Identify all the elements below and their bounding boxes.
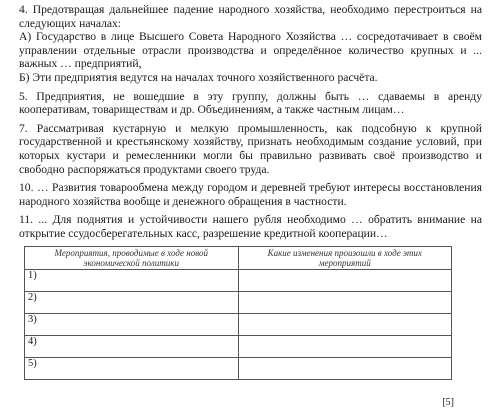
table-row [25, 269, 452, 291]
table-cell-number[interactable]: 1) [25, 269, 239, 291]
table-cell-answer[interactable] [238, 291, 452, 313]
item-11-text: 11. ... Для поднятия и устойчивости нашего рубля необходимо … обратить внимание на открытие ссудосберегательных касс, разрешение кредитной кооперации… [19, 213, 482, 240]
table-cell-answer[interactable] [238, 357, 452, 379]
table-cell-number[interactable]: 2) [25, 291, 239, 313]
table-cell-number[interactable]: 4) [25, 335, 239, 357]
table-row [25, 357, 452, 379]
table-row [25, 335, 452, 357]
table-cell-number[interactable]: 5) [25, 357, 239, 379]
item-10-text: 10. … Развития товарообмена между городом и деревней требуют интересы восстановления народного хозяйства вообще и денежного обращения в частности. [19, 181, 482, 208]
table-cell-answer[interactable] [238, 335, 452, 357]
item-5-text: 5. Предприятия, не вошедшие в эту группу, должны быть … сдаваемы в аренду кооперативам, товариществам и др. Объединениям, а также частным лицам… [19, 89, 482, 117]
item-4 [19, 3, 482, 85]
answer-table [24, 246, 452, 380]
item-11 [19, 213, 482, 240]
item-4-line-3: Б) Эти предприятия ведутся на началах точного хозяйственного расчёта. [19, 70, 378, 84]
item-7-text: 7. Рассматривая кустарную и мелкую промышленность, как подсобную к крупной государственной и крестьянскому хозяйству, признать необходимым создание условий, при которых кустари и ремесленники могли бы правильно развивать своё производство и свободно распоряжаться продуктами своего труда. [19, 121, 482, 176]
item-7 [19, 122, 482, 176]
table-header-changes: Какие изменения произошли в ходе этих мероприятий [238, 246, 452, 269]
table-row [25, 313, 452, 335]
item-5 [19, 90, 482, 117]
table-cell-answer[interactable] [238, 269, 452, 291]
item-4-line-1: 4. Предотвращая дальнейшее падение народного хозяйства, необходимо перестроиться на следующих началах: [19, 3, 482, 30]
table-row [25, 291, 452, 313]
table-header-row [25, 246, 452, 269]
table-cell-number[interactable]: 3) [25, 313, 239, 335]
table-header-measures: Мероприятия, проводимые в ходе новой экономической политики [25, 246, 239, 269]
item-10 [19, 181, 482, 208]
item-4-line-2: А) Государство в лице Высшего Совета Народного Хозяйства … сосредотачивает в своём управлении отдельные отрасли производства и определённое количество крупных и ... важных … предприятий, [19, 30, 482, 71]
table-cell-answer[interactable] [238, 313, 452, 335]
score-marker: [5] [442, 397, 454, 408]
